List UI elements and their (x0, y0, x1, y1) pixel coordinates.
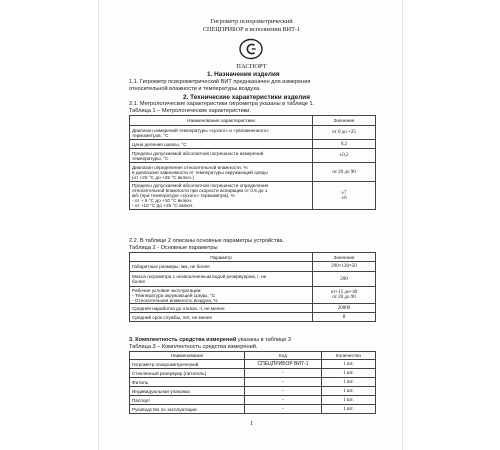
table2-cell-value (313, 313, 376, 322)
table1-value-line: ±0,2 (339, 153, 349, 158)
section-1-title: 1. Назначение изделия (207, 71, 280, 78)
table1-cell-line: (от +20 °С до +25 °С включ.) (132, 174, 194, 180)
table-3-cell-code: - (245, 387, 322, 396)
table2-row (130, 272, 376, 287)
table1-row (130, 182, 376, 210)
table1-cell-line: м/с (при температуре «сухого» термометра), % (132, 193, 235, 198)
table-2 (129, 252, 376, 322)
table1-value-line: ±6 (341, 195, 347, 201)
table1-cell-line: температуры, °С (132, 155, 169, 161)
table2-cell-line: - Относительная влажность воздуха, % (132, 297, 218, 303)
table-3-caption: Таблица 3 – Комплектность средства измерений. (129, 344, 258, 350)
table-3-row (130, 378, 376, 387)
table1-cell-name (130, 163, 313, 182)
table-3-cell-name: Руководство по эксплуатации (130, 405, 245, 414)
table-2-header-param: Параметр (130, 253, 313, 262)
table2-cell-line: Средняя наработка до отказа, ч, не менее (132, 305, 225, 311)
table1-value-line: от 0 до +25 (332, 130, 356, 135)
table2-cell-value (313, 272, 376, 287)
table1-row (130, 126, 376, 140)
header-line-1: Гигрометр психрометрический (210, 18, 293, 25)
section-2-title: 2. Технические характеристики изделия (183, 94, 310, 101)
table1-cell-line: относительной влажности при скорости аспирации от 0,5 до 1 (132, 188, 268, 193)
section-1-text-line-1: 1.1. Гигрометр психрометрический ВИТ предназначен для измерения (129, 79, 311, 85)
table2-value-line: от+15 до+40 (330, 290, 358, 295)
table2-value-line: 200 (340, 276, 348, 282)
table2-cell-line: Масса гигрометра с незаполненным водой резервуаром, г, не (132, 274, 267, 279)
table-3-cell-name: Гигрометр психрометрический (130, 360, 245, 369)
table2-value-line: 8 (342, 314, 346, 320)
table2-cell-line: Средний срок службы, лет, не менее (132, 314, 213, 320)
table-3-cell-name: Индивидуальная упаковка (130, 387, 245, 396)
table1-cell-value (313, 140, 376, 149)
table-3-header-code: Код (245, 352, 322, 360)
table1-cell-line: Диапазон измерений температуры «сухого» и «увлажненного» (132, 127, 269, 133)
table-2-caption: Таблица 2 - Основные параметры (129, 245, 218, 251)
table1-row (130, 149, 376, 163)
table2-cell-line: Габаритные размеры, мм, не более (132, 264, 210, 269)
table2-value-line: 20000 (337, 305, 351, 311)
section-2-text-line-1: 2.1. Метрологические характеристики гигрометра указаны в таблице 1. (129, 101, 315, 107)
table1-cell-name (130, 149, 313, 163)
table1-row (130, 140, 376, 149)
table1-value-line: ±7 (341, 190, 347, 196)
table1-cell-name (130, 182, 313, 210)
table2-row (130, 262, 376, 272)
table-3-cell-qty: 1 шт. (322, 360, 376, 369)
table2-cell-value (313, 287, 376, 304)
table-3-row (130, 387, 376, 396)
certification-logo-icon (237, 37, 265, 61)
table1-cell-line: Пределы допускаемой абсолютной погрешности определения (132, 183, 269, 188)
table-3-header-name: Наименование (130, 352, 245, 360)
table-1 (129, 115, 376, 210)
table1-row (130, 163, 376, 182)
table1-cell-line: Диапазон определения относительной влажности, % (132, 164, 248, 170)
table1-cell-value (313, 149, 376, 163)
table-3-cell-code: - (245, 396, 322, 405)
table1-value-line: 0,2 (340, 141, 348, 147)
table1-cell-name (130, 140, 313, 149)
table2-cell-line: более (132, 279, 146, 284)
table-3-row (130, 396, 376, 405)
page-number: 1 (249, 420, 254, 427)
table1-cell-line: Цена деления шкалы, °С (132, 141, 187, 147)
table2-cell-line: Рабочие условия эксплуатации: (132, 287, 202, 293)
table1-cell-value (313, 182, 376, 210)
table2-cell-name (130, 287, 313, 304)
table-1-caption: Таблица 1 – Метрологические характеристики. (129, 108, 251, 114)
table2-row (130, 313, 376, 322)
table2-cell-name (130, 313, 313, 322)
table1-cell-value (313, 163, 376, 182)
table-1-header-name: Наименование характеристики (130, 116, 313, 126)
table-3-cell-name: Паспорт (130, 396, 245, 405)
table-3-row (130, 405, 376, 414)
table-3-cell-qty: 1 шт. (322, 387, 376, 396)
table-3-cell-code: - (245, 405, 322, 414)
table1-cell-line: термометров, °С (132, 132, 169, 138)
table1-cell-value (313, 126, 376, 140)
table-3-row (130, 360, 376, 369)
table-3-cell-code: - (245, 369, 322, 378)
section-2-2-text: 2.2. В таблице 2 описаны основные параметры устройства. (129, 238, 285, 244)
table-3-cell-qty: 1 шт. (322, 369, 376, 378)
document-page (98, 0, 403, 450)
table2-cell-name (130, 262, 313, 272)
section-3-title-bold: 3. Комплектность средства измерений (129, 337, 237, 343)
table2-cell-name (130, 304, 313, 313)
table-3-cell-name: Стеклянный резервуар (питатель) (130, 369, 245, 378)
table1-cell-line: Пределы допускаемой абсолютной погрешности измерений (132, 150, 264, 156)
table-3-cell-name: Фитиль (130, 378, 245, 387)
table-3-cell-qty: 1 шт. (322, 405, 376, 414)
table-3 (129, 351, 376, 414)
table2-row (130, 304, 376, 313)
table1-value-line: от 20 до 90 (332, 169, 356, 175)
table-1-header-value: Значение (313, 116, 376, 126)
table1-cell-line: - от +10 °С до +25 °С включ. (132, 203, 194, 208)
table-3-cell-code: СПЕЦПРИБОР ВИТ-1 (245, 360, 322, 369)
table-3-row (130, 369, 376, 378)
table-2-header-value: Значения (313, 253, 376, 262)
table2-cell-line: - Температура окружающей среды, °С (132, 292, 216, 298)
table-3-header-qty: Количество (322, 352, 376, 360)
table-3-cell-qty: 1 шт. (322, 396, 376, 405)
header-line-2: СПЕЦПРИБОР в исполнении ВИТ-1 (202, 26, 301, 33)
passport-title: ПАСПОРТ (236, 63, 267, 70)
table1-cell-name (130, 126, 313, 140)
section-3-title-rest: указаны в таблице 3 (236, 337, 291, 343)
section-3-title (129, 337, 291, 343)
table1-cell-line: - от + 5 °С до +10 °С включ. (132, 198, 193, 203)
table2-value-line: от 20 до 90 (332, 295, 356, 300)
table1-cell-line: в диапазоне зависимости от температуры окружающей среды (132, 169, 268, 175)
table2-value-line: 290×120×50 (331, 264, 357, 269)
table2-cell-value (313, 304, 376, 313)
table-3-cell-code: - (245, 378, 322, 387)
table2-cell-value (313, 262, 376, 272)
table2-cell-name (130, 272, 313, 287)
table2-row (130, 287, 376, 304)
table-3-cell-qty: 1 шт. (322, 378, 376, 387)
section-1-text-line-2: относительной влажности и температуры воздуха. (129, 86, 261, 92)
